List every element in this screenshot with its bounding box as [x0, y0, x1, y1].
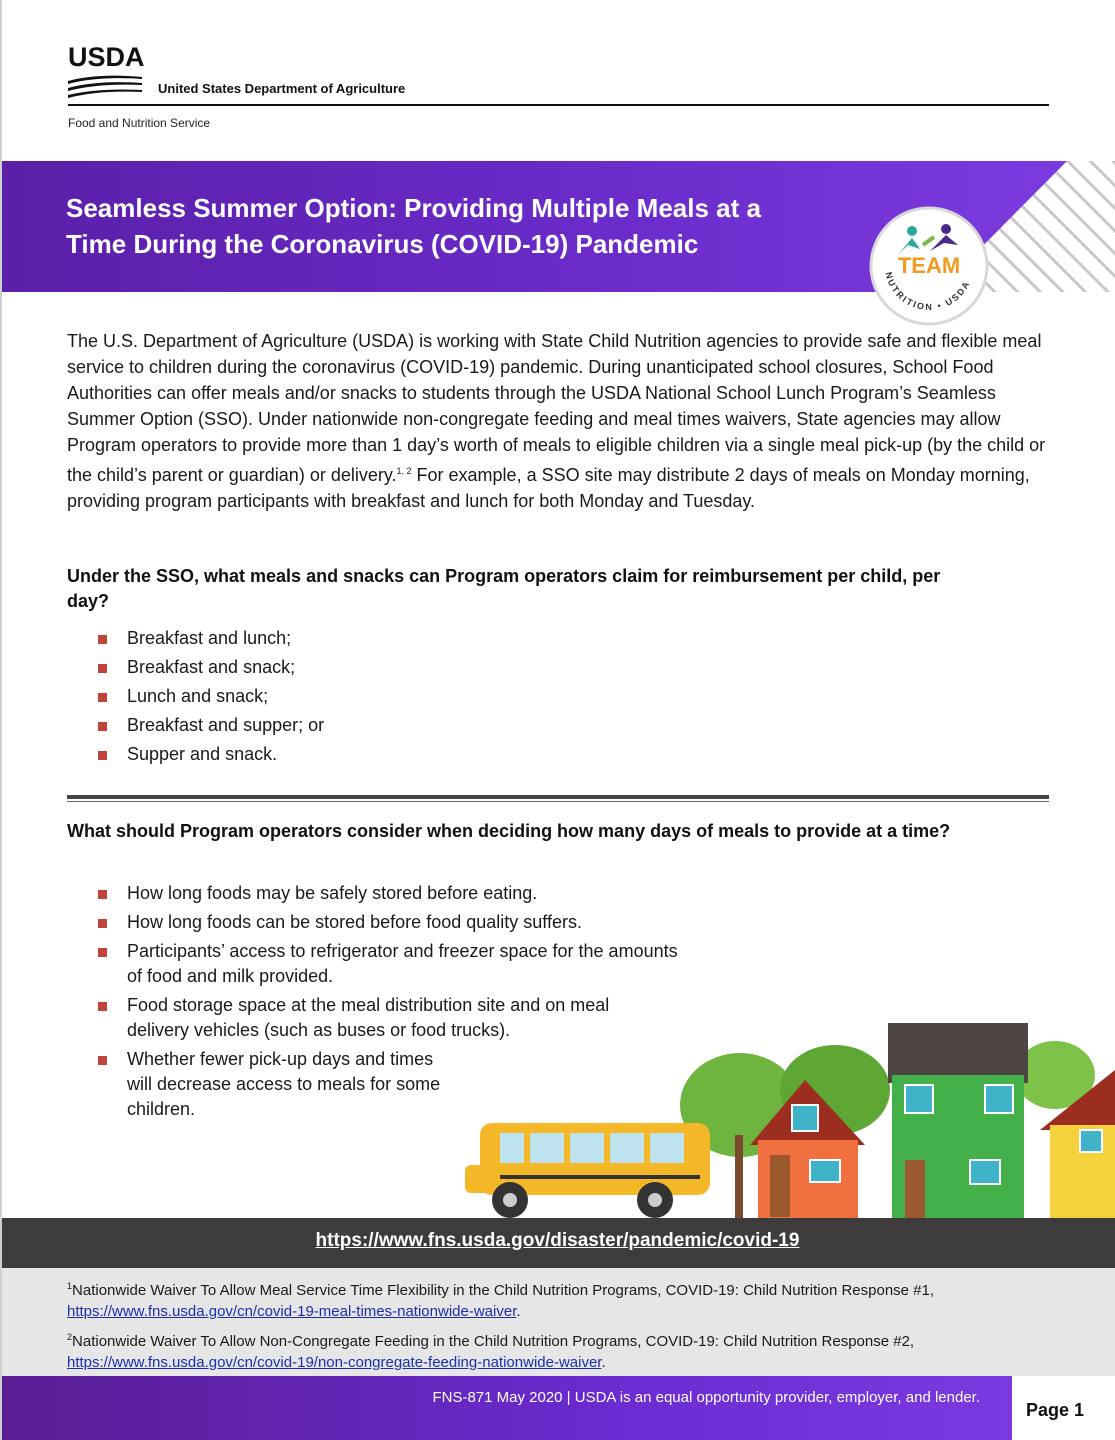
header-rule: [68, 104, 1049, 106]
bullet-square-icon: [98, 919, 107, 928]
bullet-square-icon: [98, 948, 107, 957]
usda-logo-swoosh-icon: [68, 71, 142, 101]
bullet-square-icon: [98, 693, 107, 702]
page-title: [66, 190, 866, 262]
footer-text: FNS-871 May 2020 | USDA is an equal opportunity provider, employer, and lender.: [432, 1389, 980, 1406]
team-nutrition-logo-icon: [868, 205, 990, 327]
bullet-square-icon: [98, 751, 107, 760]
list-item: Participants’ access to refrigerator and freezer space for the amounts of food and milk provided.: [96, 939, 687, 989]
intro-paragraph: [67, 328, 1047, 514]
bullet-square-icon: [98, 722, 107, 731]
list-item: Food storage space at the meal distribution site and on meal delivery vehicles (such as buses or food trucks).: [96, 993, 657, 1043]
list-item: Whether fewer pick-up days and times will decrease access to meals for some children.: [96, 1047, 447, 1122]
page-title-line-2: Time During the Coronavirus (COVID-19) Pandemic: [66, 229, 699, 259]
bullet-square-icon: [98, 635, 107, 644]
section2-question: What should Program operators consider when deciding how many days of meals to provide at a time?: [67, 821, 951, 841]
list-item: Breakfast and snack;: [96, 655, 324, 680]
section1-question: Under the SSO, what meals and snacks can Program operators claim for reimbursement per child, per day?: [67, 566, 941, 611]
list-item: Breakfast and supper; or: [96, 713, 324, 738]
team-logo-ring-text: NUTRITION • USDA: [883, 270, 972, 313]
footnote-2-link[interactable]: https://www.fns.usda.gov/cn/covid-19/non-congregate-feeding-nationwide-waiver: [67, 1354, 602, 1371]
page-number: Page 1: [1026, 1400, 1085, 1420]
list-item: How long foods may be safely stored before eating.: [96, 881, 687, 906]
intro-text: The U.S. Department of Agriculture (USDA) is working with State Child Nutrition agencies to provide safe and flexible meal service to children during the coronavirus (COVID-19) pandemic. During unanticipated school closures, School Food Authorities can offer meals and/or snacks to students through the USDA National School Lunch Program’s Seamless Summer Option (SSO). Under nationwide non-congregate feeding and meal times waivers, State agencies may allow Program operators to provide more than 1 day’s worth of meals to eligible children via a single meal pick-up (by the child or the child’s parent or guardian) or delivery.: [67, 331, 1046, 485]
service-name: Food and Nutrition Service: [68, 116, 211, 130]
meal-options-list: [96, 626, 324, 771]
footer-bar: [2, 1376, 1012, 1440]
neighborhood-illustration: [440, 1015, 1115, 1220]
intro-text-cont: For example, a SSO site may distribute 2 days of meals on Monday morning, providing program participants with breakfast and lunch for both Monday and Tuesday.: [67, 465, 1030, 511]
bullet-square-icon: [98, 664, 107, 673]
intro-footnote-ref: 1, 2: [396, 466, 412, 476]
list-item: Supper and snack.: [96, 742, 324, 767]
page-number-box: [1012, 1376, 1115, 1440]
list-item: Lunch and snack;: [96, 684, 324, 709]
page-title-line-1: Seamless Summer Option: Providing Multiple Meals at a: [66, 193, 761, 223]
footnote-1: $^1$Nationwide Waiver To Allow Meal Service Time Flexibility in the Child Nutrition Programs, COVID-19: Child Nutrition Response #1, https://www.fns.usda.gov/cn/covid-19-meal-times-nationwide-waiver.: [67, 1281, 935, 1320]
covid19-resource-link[interactable]: https://www.fns.usda.gov/disaster/pandemic/covid-19: [315, 1230, 800, 1251]
bullet-square-icon: [98, 890, 107, 899]
agency-name: United States Department of Agriculture: [158, 81, 406, 96]
footnote-2: $^2$Nationwide Waiver To Allow Non-Congregate Feeding in the Child Nutrition Programs, COVID-19: Child Nutrition Response #2, https://www.fns.usda.gov/cn/covid-19/non-congregate-feeding-nationwide-waiver.: [67, 1332, 915, 1371]
section-divider: [67, 795, 1049, 803]
team-logo-text: TEAM: [897, 253, 961, 278]
list-item: How long foods can be stored before food quality suffers.: [96, 910, 687, 935]
bullet-square-icon: [98, 1002, 107, 1011]
list-item: Breakfast and lunch;: [96, 626, 324, 651]
footnote-1-link[interactable]: https://www.fns.usda.gov/cn/covid-19-meal-times-nationwide-waiver: [67, 1303, 517, 1320]
usda-logo: [68, 42, 145, 100]
usda-logo-text: USDA: [68, 42, 145, 72]
bullet-square-icon: [98, 1056, 107, 1065]
